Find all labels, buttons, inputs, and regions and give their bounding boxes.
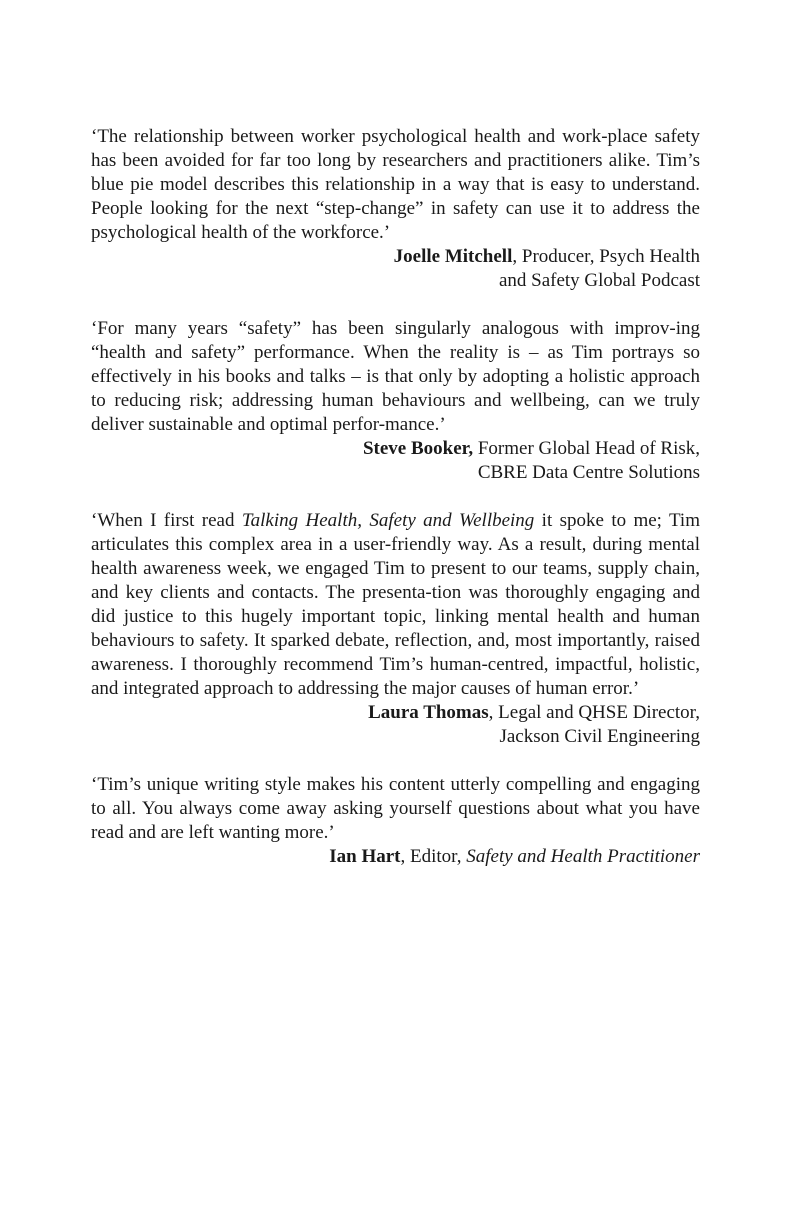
author-role: , Producer, Psych Health <box>512 246 700 267</box>
author-role: Former Global Head of Risk, <box>473 438 700 459</box>
testimonial-quote: ‘The relationship between worker psychological health and work-place safety has been avoided for far too long by researchers and practitioners alike. Tim’s blue pie model describes this relationship in a way that is easy to understand. People looking for the next “step-change” in safety can use it to address the psychological health of the workforce.’ <box>91 126 700 243</box>
author-name: Steve Booker, <box>362 438 474 459</box>
testimonial-ian-hart <box>91 773 700 869</box>
attribution-line-1 <box>91 701 700 725</box>
attribution-line-1 <box>91 245 700 269</box>
attribution-line-1 <box>91 845 700 869</box>
book-title: Talking Health, Safety and Wellbeing <box>241 510 535 531</box>
author-role-line-2: CBRE Data Centre Solutions <box>477 462 700 483</box>
author-name: Laura Thomas <box>368 702 489 723</box>
author-role: , Legal and QHSE Director, <box>488 702 700 723</box>
testimonial-attribution <box>91 245 700 293</box>
publication-name: Safety and Health Practitioner <box>466 846 700 867</box>
testimonial-steve-booker <box>91 317 700 485</box>
author-role-line-2: and Safety Global Podcast <box>498 270 700 291</box>
testimonial-attribution <box>91 437 700 485</box>
testimonials-page <box>91 125 700 869</box>
author-name: Joelle Mitchell <box>393 246 513 267</box>
quote-text-start: ‘When I first read <box>91 510 242 531</box>
quote-text-rest: it spoke to me; Tim articulates this complex area in a user-friendly way. As a result, during mental health awareness week, we engaged Tim to present to our teams, supply chain, and key clients and contacts. The presenta-tion was thoroughly engaging and did justice to this hugely important topic, linking mental health and human behaviours to safety. It sparked debate, reflection, and, most importantly, raised awareness. I thoroughly recommend Tim’s human-centred, impactful, holistic, and integrated approach to addressing the major causes of human error.’ <box>91 510 700 699</box>
testimonial-quote <box>91 509 700 701</box>
testimonial-quote: ‘For many years “safety” has been singularly analogous with improv-ing “health and safety” performance. When the reality is – as Tim portrays so effectively in his books and talks – is that only by adopting a holistic approach to reducing risk; addressing human behaviours and wellbeing, can we truly deliver sustainable and optimal perfor-mance.’ <box>91 318 700 435</box>
testimonial-joelle-mitchell <box>91 125 700 293</box>
testimonial-laura-thomas <box>91 509 700 749</box>
author-role: , Editor, <box>400 846 467 867</box>
testimonial-attribution <box>91 845 700 869</box>
author-role-line-2: Jackson Civil Engineering <box>499 726 700 747</box>
testimonial-quote: ‘Tim’s unique writing style makes his content utterly compelling and engaging to all. You always come away asking yourself questions about what you have read and are left wanting more.’ <box>91 774 700 843</box>
attribution-line-1 <box>91 437 700 461</box>
author-name: Ian Hart <box>329 846 401 867</box>
testimonial-attribution <box>91 701 700 749</box>
